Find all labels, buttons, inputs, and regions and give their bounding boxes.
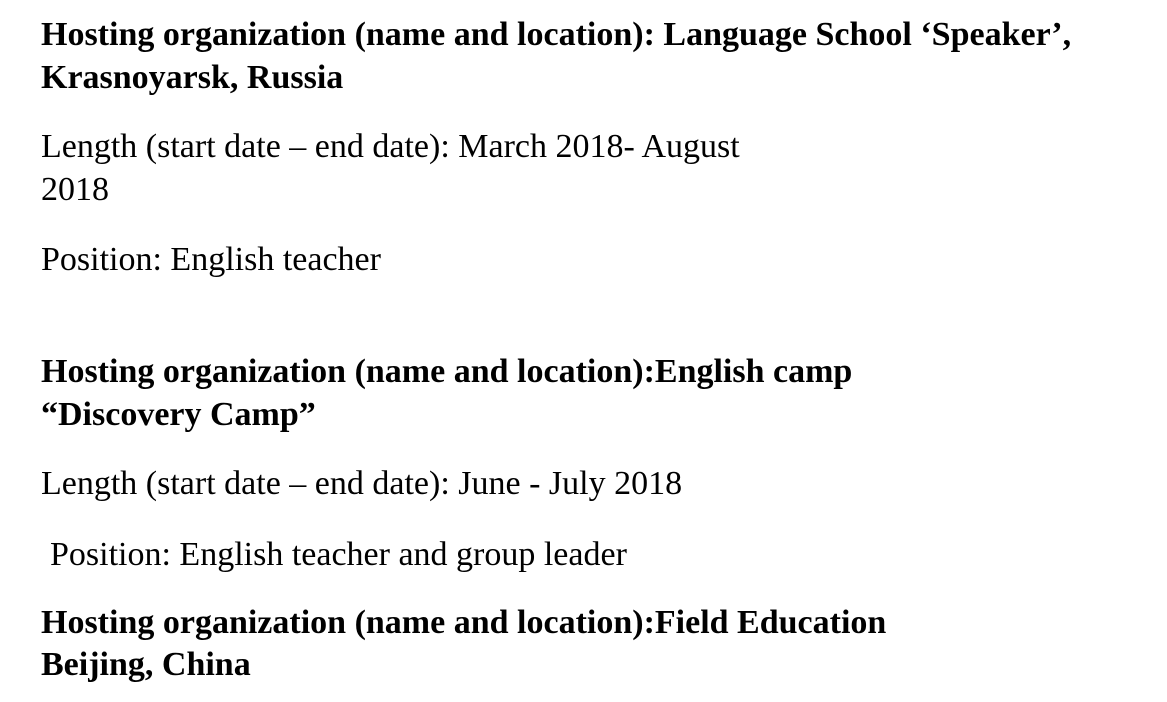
length-text: Length (start date – end date): March 2018- August bbox=[41, 128, 740, 165]
hosting-organization-heading-continued: Beijing, China bbox=[41, 646, 251, 683]
hosting-organization-heading: Hosting organization (name and location):English camp bbox=[41, 353, 853, 390]
hosting-organization-heading-continued: “Discovery Camp” bbox=[41, 396, 316, 433]
hosting-organization-heading: Hosting organization (name and location): Language School ‘Speaker’, bbox=[41, 16, 1072, 53]
length-text-continued: 2018 bbox=[41, 171, 109, 208]
position-text: Position: English teacher bbox=[41, 241, 381, 278]
hosting-organization-heading-continued: Krasnoyarsk, Russia bbox=[41, 59, 344, 96]
position-text: Position: English teacher and group leader bbox=[50, 536, 627, 573]
hosting-organization-heading: Hosting organization (name and location):Field Education bbox=[41, 604, 887, 641]
length-text: Length (start date – end date): June - July 2018 bbox=[41, 465, 683, 502]
